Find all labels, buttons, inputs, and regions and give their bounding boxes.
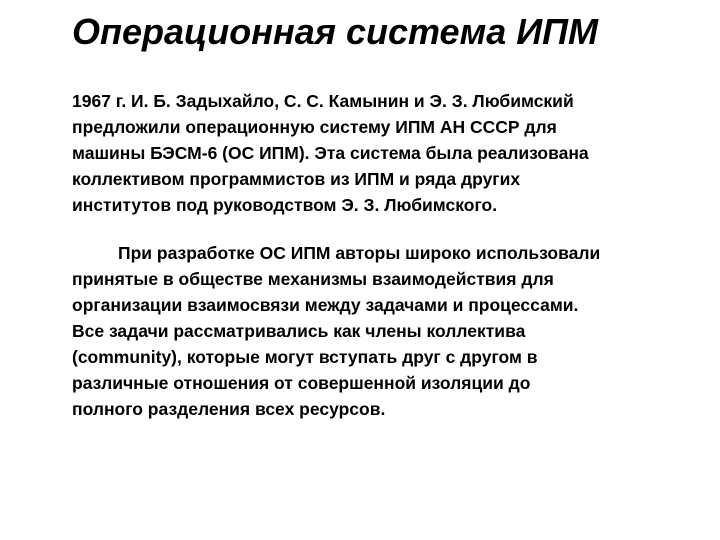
text-line: институтов под руководством Э. З. Любимского. xyxy=(72,195,498,215)
text-line: различные отношения от совершенной изоляции до xyxy=(72,373,531,393)
text-line: организации взаимосвязи между задачами и процессами. xyxy=(72,295,579,315)
text-line: 1967 г. И. Б. Задыхайло, С. С. Камынин и Э. З. Любимский xyxy=(72,91,574,111)
slide-title: Операционная система ИПМ xyxy=(72,11,598,52)
slide-body xyxy=(72,88,672,422)
text-line: Все задачи рассматривались как члены коллектива xyxy=(72,321,526,341)
text-line: предложили операционную систему ИПМ АН СССР для xyxy=(72,117,557,137)
text-line: коллективом программистов из ИПМ и ряда других xyxy=(72,169,521,189)
text-line: При разработке ОС ИПМ авторы широко использовали xyxy=(118,243,601,263)
paragraph-history xyxy=(72,88,672,218)
paragraph-design xyxy=(72,240,672,422)
text-line: полного разделения всех ресурсов. xyxy=(72,399,386,419)
text-line: принятые в обществе механизмы взаимодействия для xyxy=(72,269,554,289)
text-line: (community), которые могут вступать друг с другом в xyxy=(72,347,538,367)
text-line: машины БЭСМ-6 (ОС ИПМ). Эта система была реализована xyxy=(72,143,589,163)
